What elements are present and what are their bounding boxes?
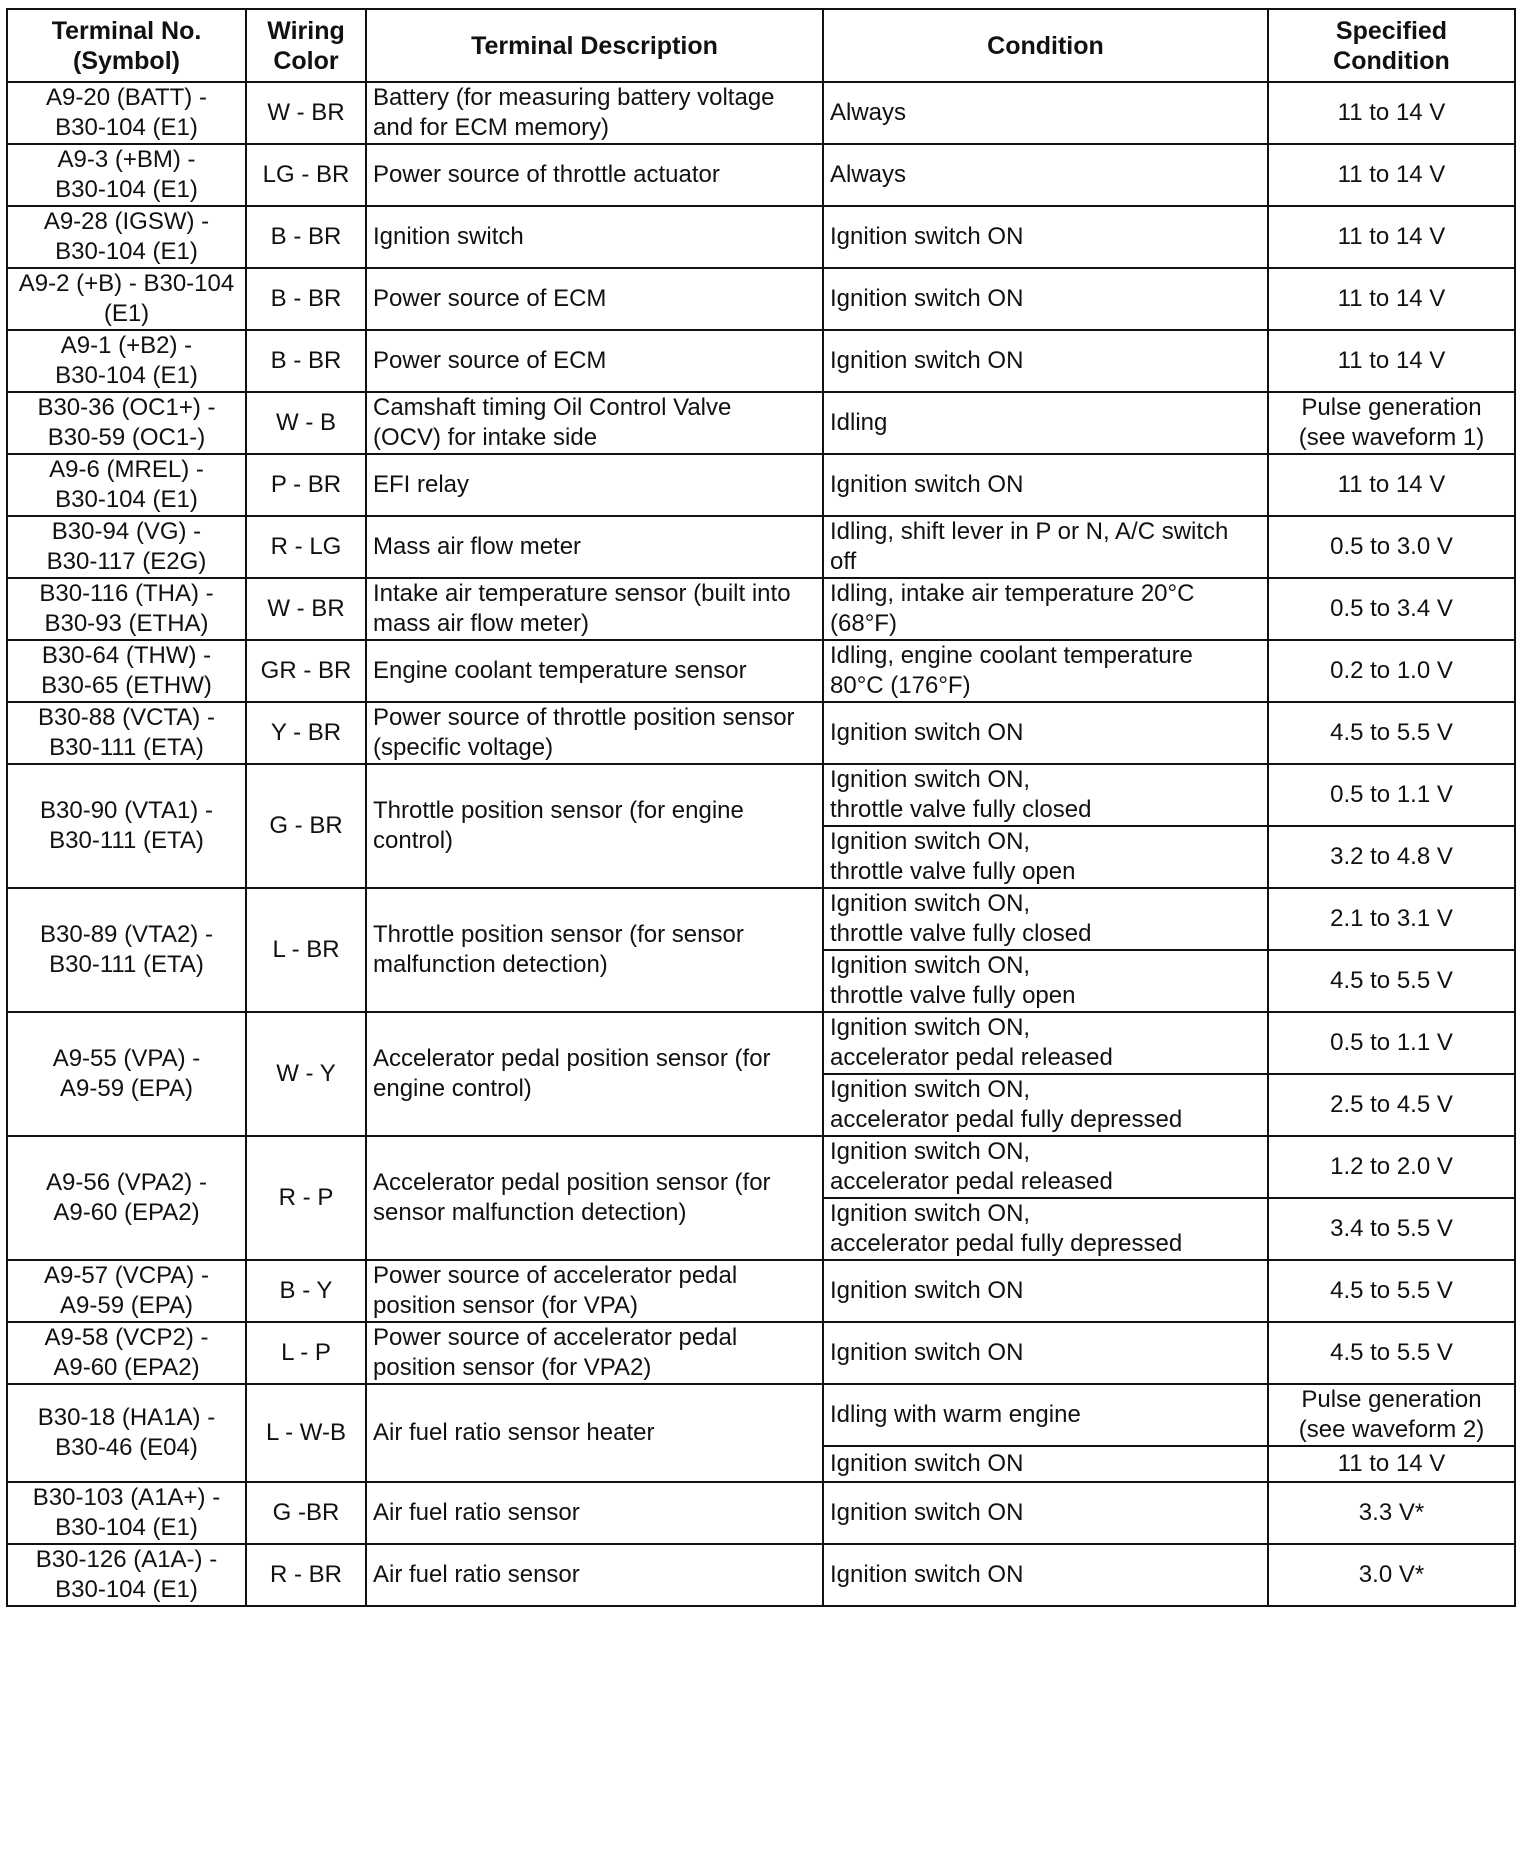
wiring-color-cell: W - Y [246, 1012, 366, 1136]
condition-cell: Idling [823, 392, 1268, 454]
table-row [7, 640, 1515, 702]
terminal-description-cell: Accelerator pedal position sensor (for engine control) [366, 1012, 823, 1136]
table-row [7, 1482, 1515, 1544]
condition-cell: Ignition switch ON [823, 330, 1268, 392]
table-row [7, 1544, 1515, 1606]
condition-cell: Ignition switch ON [823, 1446, 1268, 1482]
specified-condition-cell: 11 to 14 V [1268, 144, 1515, 206]
terminal-description-cell: Camshaft timing Oil Control Valve (OCV) for intake side [366, 392, 823, 454]
header-terminal: Terminal No. (Symbol) [7, 9, 246, 82]
table-row [7, 764, 1515, 826]
specified-condition-cell: 11 to 14 V [1268, 268, 1515, 330]
condition-cell: Ignition switch ON [823, 1482, 1268, 1544]
specified-condition-cell: 3.3 V* [1268, 1482, 1515, 1544]
header-row [7, 9, 1515, 82]
specified-condition-cell: 1.2 to 2.0 V [1268, 1136, 1515, 1198]
table-header [7, 9, 1515, 82]
wiring-color-cell: B - BR [246, 330, 366, 392]
wiring-color-cell: P - BR [246, 454, 366, 516]
terminal-cell: A9-20 (BATT) - B30-104 (E1) [7, 82, 246, 144]
wiring-color-cell: L - W-B [246, 1384, 366, 1482]
terminal-cell: B30-90 (VTA1) - B30-111 (ETA) [7, 764, 246, 888]
specified-condition-cell: 2.5 to 4.5 V [1268, 1074, 1515, 1136]
terminal-cell: B30-89 (VTA2) - B30-111 (ETA) [7, 888, 246, 1012]
condition-cell: Always [823, 144, 1268, 206]
table-row [7, 888, 1515, 950]
terminal-description-cell: Throttle position sensor (for sensor malfunction detection) [366, 888, 823, 1012]
specified-condition-cell: 0.2 to 1.0 V [1268, 640, 1515, 702]
terminal-description-cell: Power source of accelerator pedal position sensor (for VPA) [366, 1260, 823, 1322]
condition-cell: Ignition switch ON [823, 268, 1268, 330]
wiring-color-cell: G -BR [246, 1482, 366, 1544]
terminal-cell: B30-36 (OC1+) - B30-59 (OC1-) [7, 392, 246, 454]
wiring-color-cell: B - BR [246, 206, 366, 268]
wiring-color-cell: G - BR [246, 764, 366, 888]
wiring-color-cell: B - Y [246, 1260, 366, 1322]
terminal-description-cell: Air fuel ratio sensor [366, 1482, 823, 1544]
header-wiring-color: Wiring Color [246, 9, 366, 82]
specified-condition-cell: 2.1 to 3.1 V [1268, 888, 1515, 950]
terminal-description-cell: Air fuel ratio sensor heater [366, 1384, 823, 1482]
wiring-color-cell: W - BR [246, 82, 366, 144]
condition-cell: Always [823, 82, 1268, 144]
specified-condition-cell: 3.2 to 4.8 V [1268, 826, 1515, 888]
condition-cell: Ignition switch ON [823, 702, 1268, 764]
condition-cell: Idling with warm engine [823, 1384, 1268, 1446]
terminal-cell: B30-64 (THW) - B30-65 (ETHW) [7, 640, 246, 702]
wiring-color-cell: Y - BR [246, 702, 366, 764]
terminal-cell: B30-116 (THA) - B30-93 (ETHA) [7, 578, 246, 640]
table-row [7, 1136, 1515, 1198]
specified-condition-cell: 4.5 to 5.5 V [1268, 1322, 1515, 1384]
terminal-description-cell: Power source of throttle actuator [366, 144, 823, 206]
terminal-cell: A9-6 (MREL) - B30-104 (E1) [7, 454, 246, 516]
terminal-cell: B30-18 (HA1A) - B30-46 (E04) [7, 1384, 246, 1482]
terminal-cell: A9-58 (VCP2) - A9-60 (EPA2) [7, 1322, 246, 1384]
specified-condition-cell: 11 to 14 V [1268, 1446, 1515, 1482]
terminal-cell: A9-56 (VPA2) - A9-60 (EPA2) [7, 1136, 246, 1260]
terminal-cell: A9-28 (IGSW) - B30-104 (E1) [7, 206, 246, 268]
condition-cell: Ignition switch ON, accelerator pedal fully depressed [823, 1198, 1268, 1260]
specified-condition-cell: 0.5 to 3.4 V [1268, 578, 1515, 640]
condition-cell: Ignition switch ON, accelerator pedal released [823, 1012, 1268, 1074]
header-condition: Condition [823, 9, 1268, 82]
wiring-color-cell: R - LG [246, 516, 366, 578]
condition-cell: Ignition switch ON [823, 206, 1268, 268]
specified-condition-cell: 11 to 14 V [1268, 82, 1515, 144]
table-row [7, 454, 1515, 516]
terminal-cell: B30-103 (A1A+) - B30-104 (E1) [7, 1482, 246, 1544]
terminal-spec-table [6, 8, 1516, 1607]
specified-condition-cell: 11 to 14 V [1268, 206, 1515, 268]
table-row [7, 82, 1515, 144]
specified-condition-cell: 4.5 to 5.5 V [1268, 702, 1515, 764]
condition-cell: Idling, engine coolant temperature 80°C (176°F) [823, 640, 1268, 702]
condition-cell: Ignition switch ON, throttle valve fully open [823, 826, 1268, 888]
terminal-cell: A9-57 (VCPA) - A9-59 (EPA) [7, 1260, 246, 1322]
specified-condition-cell: Pulse generation (see waveform 1) [1268, 392, 1515, 454]
terminal-description-cell: Battery (for measuring battery voltage and for ECM memory) [366, 82, 823, 144]
specified-condition-cell: 11 to 14 V [1268, 330, 1515, 392]
wiring-color-cell: L - BR [246, 888, 366, 1012]
terminal-description-cell: Power source of ECM [366, 268, 823, 330]
terminal-cell: A9-3 (+BM) - B30-104 (E1) [7, 144, 246, 206]
terminal-description-cell: Ignition switch [366, 206, 823, 268]
wiring-color-cell: LG - BR [246, 144, 366, 206]
terminal-description-cell: Intake air temperature sensor (built into mass air flow meter) [366, 578, 823, 640]
specified-condition-cell: 3.0 V* [1268, 1544, 1515, 1606]
table-row [7, 144, 1515, 206]
condition-cell: Ignition switch ON [823, 1544, 1268, 1606]
specified-condition-cell: 4.5 to 5.5 V [1268, 1260, 1515, 1322]
table-row [7, 1322, 1515, 1384]
specified-condition-cell: 0.5 to 1.1 V [1268, 1012, 1515, 1074]
terminal-cell: A9-2 (+B) - B30-104 (E1) [7, 268, 246, 330]
terminal-cell: B30-126 (A1A-) - B30-104 (E1) [7, 1544, 246, 1606]
wiring-color-cell: GR - BR [246, 640, 366, 702]
table-row [7, 330, 1515, 392]
specified-condition-cell: 4.5 to 5.5 V [1268, 950, 1515, 1012]
terminal-description-cell: Engine coolant temperature sensor [366, 640, 823, 702]
terminal-description-cell: Throttle position sensor (for engine control) [366, 764, 823, 888]
specified-condition-cell: 11 to 14 V [1268, 454, 1515, 516]
terminal-description-cell: Power source of throttle position sensor (specific voltage) [366, 702, 823, 764]
header-terminal-description: Terminal Description [366, 9, 823, 82]
table-row [7, 1384, 1515, 1446]
terminal-cell: B30-88 (VCTA) - B30-111 (ETA) [7, 702, 246, 764]
terminal-cell: B30-94 (VG) - B30-117 (E2G) [7, 516, 246, 578]
wiring-color-cell: L - P [246, 1322, 366, 1384]
condition-cell: Ignition switch ON, accelerator pedal fully depressed [823, 1074, 1268, 1136]
condition-cell: Ignition switch ON, accelerator pedal released [823, 1136, 1268, 1198]
table-row [7, 578, 1515, 640]
table-row [7, 268, 1515, 330]
condition-cell: Ignition switch ON, throttle valve fully open [823, 950, 1268, 1012]
wiring-color-cell: W - BR [246, 578, 366, 640]
table-body [7, 82, 1515, 1606]
table-row [7, 1012, 1515, 1074]
specified-condition-cell: 3.4 to 5.5 V [1268, 1198, 1515, 1260]
terminal-description-cell: Power source of ECM [366, 330, 823, 392]
terminal-description-cell: Mass air flow meter [366, 516, 823, 578]
condition-cell: Ignition switch ON [823, 454, 1268, 516]
wiring-color-cell: R - P [246, 1136, 366, 1260]
wiring-color-cell: W - B [246, 392, 366, 454]
table-row [7, 516, 1515, 578]
terminal-cell: A9-55 (VPA) - A9-59 (EPA) [7, 1012, 246, 1136]
condition-cell: Idling, shift lever in P or N, A/C switch off [823, 516, 1268, 578]
condition-cell: Idling, intake air temperature 20°C (68°F) [823, 578, 1268, 640]
condition-cell: Ignition switch ON, throttle valve fully closed [823, 888, 1268, 950]
terminal-description-cell: EFI relay [366, 454, 823, 516]
condition-cell: Ignition switch ON [823, 1322, 1268, 1384]
header-specified-condition: Specified Condition [1268, 9, 1515, 82]
condition-cell: Ignition switch ON, throttle valve fully closed [823, 764, 1268, 826]
terminal-spec-table-wrapper [6, 8, 1514, 1607]
condition-cell: Ignition switch ON [823, 1260, 1268, 1322]
table-row [7, 206, 1515, 268]
table-row [7, 1260, 1515, 1322]
wiring-color-cell: R - BR [246, 1544, 366, 1606]
terminal-description-cell: Air fuel ratio sensor [366, 1544, 823, 1606]
table-row [7, 702, 1515, 764]
terminal-description-cell: Accelerator pedal position sensor (for sensor malfunction detection) [366, 1136, 823, 1260]
table-row [7, 392, 1515, 454]
terminal-description-cell: Power source of accelerator pedal position sensor (for VPA2) [366, 1322, 823, 1384]
terminal-cell: A9-1 (+B2) - B30-104 (E1) [7, 330, 246, 392]
wiring-color-cell: B - BR [246, 268, 366, 330]
specified-condition-cell: Pulse generation (see waveform 2) [1268, 1384, 1515, 1446]
specified-condition-cell: 0.5 to 1.1 V [1268, 764, 1515, 826]
specified-condition-cell: 0.5 to 3.0 V [1268, 516, 1515, 578]
